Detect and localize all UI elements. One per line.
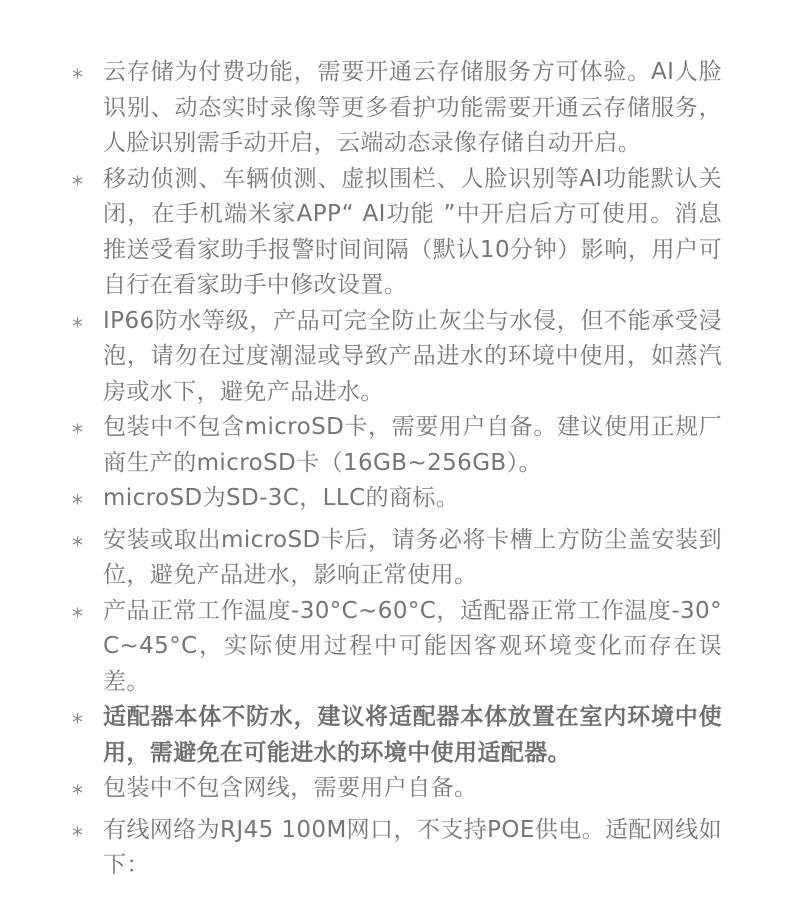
- bullet-asterisk: *: [72, 533, 83, 559]
- note-text: 有线网络为RJ45 100M网口，不支持POE供电。适配网线如下：: [103, 816, 722, 878]
- note-text: 产品正常工作温度-30°C~60°C，适配器正常工作温度-30°C~45°C，实际使用过程中可能因客观环境变化而存在误差。: [103, 597, 722, 695]
- bullet-asterisk: *: [72, 604, 83, 630]
- note-text: IP66防水等级，产品可完全防止灰尘与水侵，但不能承受浸泡，请勿在过度潮湿或导致产品进水的环境中使用，如蒸汽房或水下，避免产品进水。: [103, 307, 722, 405]
- note-text: 移动侦测、车辆侦测、虚拟围栏、人脸识别等AI功能默认关闭，在手机端米家APP“ AI功能 ”中开启后方可使用。消息推送受看家助手报警时间间隔（默认10分钟）影响，用户可自行在看家助手中修改设置。: [103, 165, 722, 298]
- note-operating-temperature: [72, 594, 722, 701]
- bullet-asterisk: *: [72, 421, 83, 446]
- bullet-asterisk: *: [72, 823, 83, 849]
- note-text: 包装中不包含网线，需要用户自备。: [103, 775, 478, 801]
- bullet-asterisk: *: [72, 492, 83, 517]
- note-text: 安装或取出microSD卡后，请务必将卡槽上方防尘盖安装到位，避免产品进水，影响正常使用。: [103, 526, 722, 588]
- note-ai-features: [72, 162, 722, 304]
- note-text: 包装中不包含microSD卡，需要用户自备。建议使用正规厂商生产的microSD卡（16GB~256GB）。: [103, 414, 722, 476]
- note-text-emphasis: 适配器本体不防水，建议将适配器本体放置在室内环境中使用，需避免在可能进水的环境中使用适配器。: [103, 704, 722, 766]
- bullet-asterisk: *: [72, 66, 83, 91]
- note-text: microSD为SD-3C，LLC的商标。: [103, 485, 460, 511]
- bullet-asterisk: *: [72, 172, 83, 198]
- note-cloud-storage: [72, 55, 722, 162]
- note-dust-cover: [72, 523, 722, 594]
- bullet-asterisk: *: [72, 314, 83, 340]
- note-wired-network: [72, 813, 722, 884]
- bullet-asterisk: *: [72, 711, 83, 736]
- note-waterproof-rating: [72, 304, 722, 411]
- note-network-cable: [72, 771, 722, 813]
- note-adapter-not-waterproof: [72, 700, 722, 771]
- note-microsd-trademark: [72, 481, 722, 523]
- note-microsd-not-included: [72, 410, 722, 481]
- note-text: 云存储为付费功能，需要开通云存储服务方可体验。AI人脸识别、动态实时录像等更多看护功能需要开通云存储服务，人脸识别需手动开启，云端动态录像存储自动开启。: [103, 59, 722, 156]
- bullet-asterisk: *: [72, 782, 83, 807]
